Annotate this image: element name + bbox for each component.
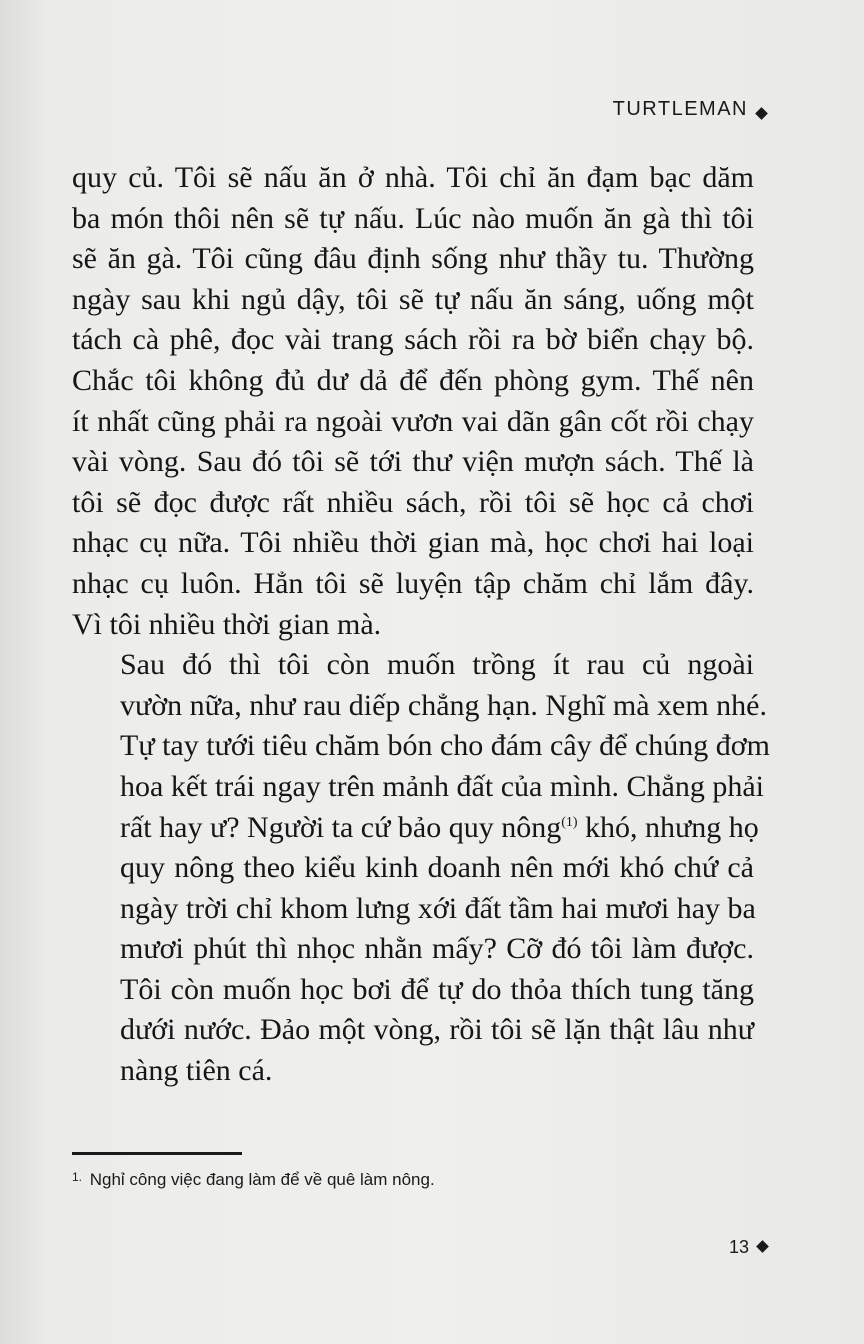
text-line: nhạc cụ nữa. Tôi nhiều thời gian mà, học chơi hai loại	[72, 526, 754, 560]
text-line-with-footnote-ref	[72, 808, 759, 849]
footer-diamond-icon	[756, 1240, 769, 1253]
text-line: Vì tôi nhiều thời gian mà.	[72, 607, 382, 641]
text-line: Tôi còn muốn học bơi để tự do thỏa thích tung tăng	[120, 972, 754, 1006]
text-line: nàng tiên cá.	[120, 1054, 273, 1088]
text-line: hoa kết trái ngay trên mảnh đất của mình. Chẳng phải	[120, 769, 764, 803]
text-line: tách cà phê, đọc vài trang sách rồi ra bờ biển chạy bộ.	[72, 323, 754, 357]
body-text	[72, 158, 770, 1092]
text-segment: khó, nhưng họ	[577, 810, 759, 844]
paragraph-2	[72, 645, 770, 1092]
footnote	[72, 1170, 435, 1190]
text-line: Sau đó thì tôi còn muốn trồng ít rau củ ngoài	[120, 648, 754, 682]
footnote-reference: (1)	[561, 814, 578, 830]
text-line: ba món thôi nên sẽ tự nấu. Lúc nào muốn ăn gà thì tôi	[72, 201, 754, 235]
paragraph-1	[72, 158, 754, 645]
text-line: vườn nữa, như rau diếp chẳng hạn. Nghĩ mà xem nhé.	[120, 688, 767, 722]
text-line: quy nông theo kiểu kinh doanh nên mới khó chứ cả	[120, 851, 754, 885]
footnote-divider	[72, 1152, 242, 1155]
text-line: tôi sẽ đọc được rất nhiều sách, rồi tôi sẽ học cả chơi	[72, 485, 754, 519]
text-line: Tự tay tưới tiêu chăm bón cho đám cây để chúng đơm	[120, 729, 770, 763]
text-line: ngày sau khi ngủ dậy, tôi sẽ tự nấu ăn sáng, uống một	[72, 282, 754, 316]
text-line: dưới nước. Đảo một vòng, rồi tôi sẽ lặn thật lâu như	[120, 1013, 754, 1047]
header-diamond-icon	[755, 107, 768, 120]
footnote-number: 1.	[72, 1170, 83, 1184]
text-segment: rất hay ư? Người ta cứ bảo quy nông	[120, 810, 562, 844]
text-line: vài vòng. Sau đó tôi sẽ tới thư viện mượn sách. Thế là	[72, 445, 754, 479]
text-line: quy củ. Tôi sẽ nấu ăn ở nhà. Tôi chỉ ăn đạm bạc dăm	[72, 161, 754, 194]
text-line: mươi phút thì nhọc nhằn mấy? Cỡ đó tôi làm được.	[120, 932, 754, 966]
text-line: nhạc cụ luôn. Hẳn tôi sẽ luyện tập chăm chỉ lắm đây.	[72, 566, 754, 600]
footnote-text: Nghỉ công việc đang làm để về quê làm nông.	[89, 1170, 435, 1189]
page-number: 13	[728, 1237, 749, 1257]
text-line: Chắc tôi không đủ dư dả để đến phòng gym. Thế nên	[72, 363, 754, 397]
running-header: TURTLEMAN	[612, 98, 748, 120]
text-line: ngày trời chỉ khom lưng xới đất tầm hai mươi hay ba	[120, 891, 756, 925]
text-line: sẽ ăn gà. Tôi cũng đâu định sống như thầy tu. Thường	[72, 242, 754, 276]
text-line: ít nhất cũng phải ra ngoài vươn vai dãn gân cốt rồi chạy	[72, 404, 754, 438]
